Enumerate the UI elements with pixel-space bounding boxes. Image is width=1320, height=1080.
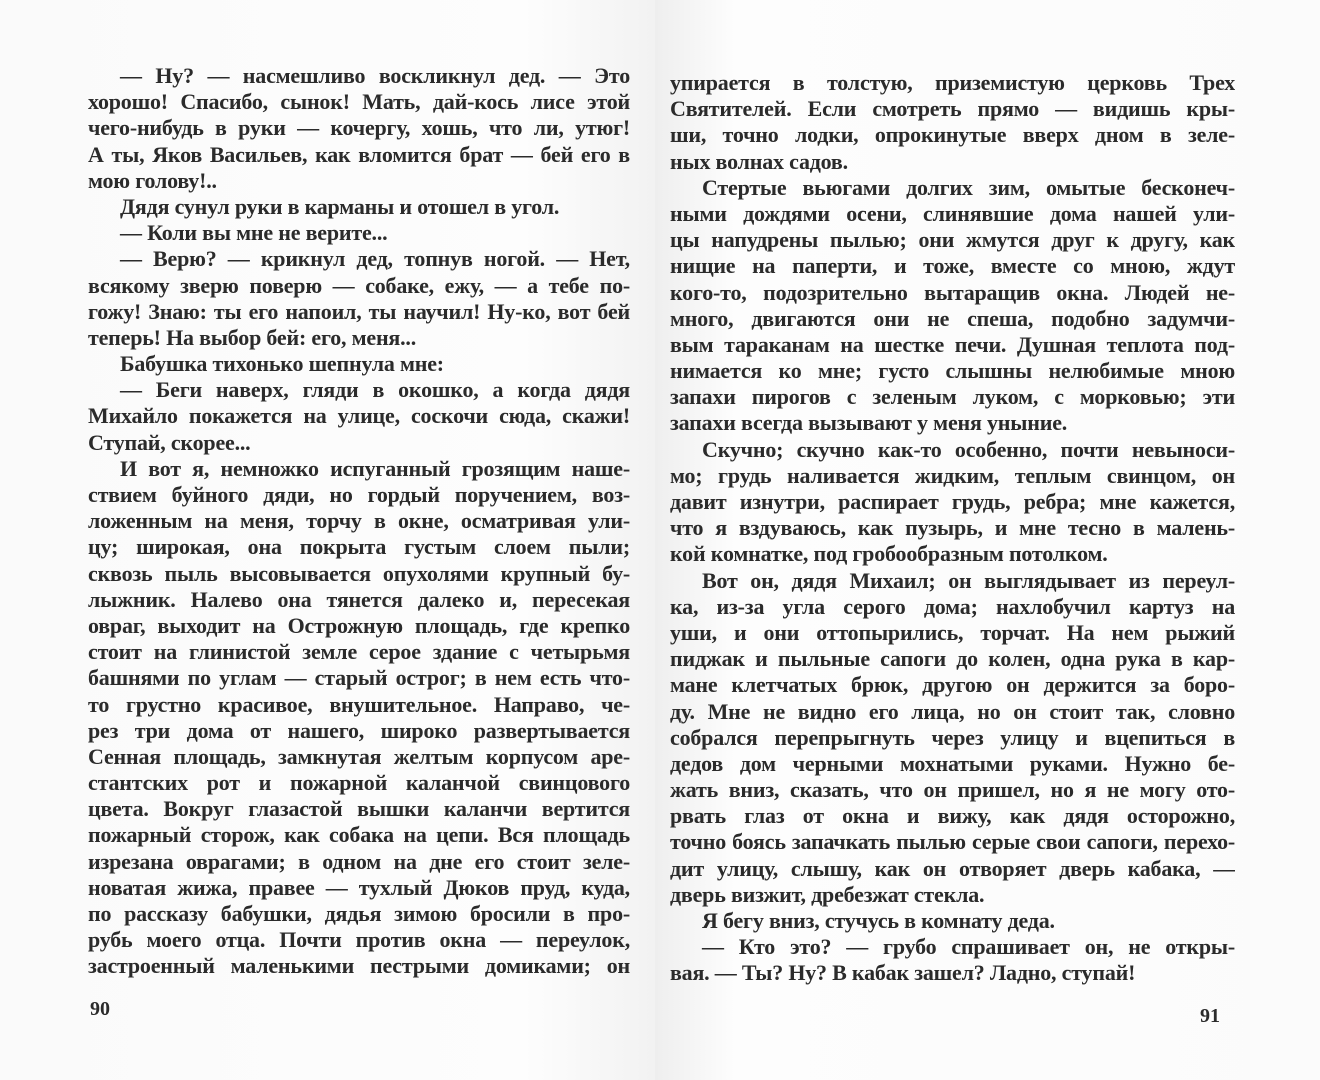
left-page-text: [88, 63, 630, 980]
text-line: пожарный сторож, как собака на цепи. Вся площадь: [88, 822, 630, 848]
text-line: нищие на паперти, и тоже, вместе со мною, ждут: [670, 253, 1235, 279]
text-line: собрался перепрыгнуть через улицу и вцепиться в: [670, 724, 1235, 750]
text-line: Святителей. Если смотреть прямо — видишь кры-: [670, 96, 1235, 122]
text-line: — Верю? — крикнул дед, топнув ногой. — Нет,: [120, 246, 630, 272]
text-line: рвать глаз от окна и вижу, как дядя осторожно,: [670, 803, 1235, 829]
text-line: новатая жижа, правее — тухлый Дюков пруд, куда,: [88, 874, 630, 900]
text-line: изрезана оврагами; в одном на дне его стоит зеле-: [88, 848, 630, 874]
text-line: ложенным на меня, торчу в окне, осматривая ули-: [88, 508, 630, 534]
text-line: кой комнатке, под гробообразным потолком.: [670, 541, 1108, 567]
text-line: хорошо! Спасибо, сынок! Мать, дай-кось лисе этой: [88, 89, 630, 115]
text-line: вая. — Ты? Ну? В кабак зашел? Ладно, ступай!: [670, 960, 1136, 986]
text-line: упирается в толстую, приземистую церковь Трех: [670, 70, 1235, 95]
page-number-right: 91: [1200, 1005, 1220, 1027]
text-line: Сенная площадь, замкнутая желтым корпусом аре-: [88, 743, 630, 769]
text-line: ка, из-за угла серого дома; нахлобучил картуз на: [670, 593, 1235, 619]
text-line: Я бегу вниз, стучусь в комнату деда.: [702, 908, 1055, 933]
text-line: много, двигаются они не спеша, подобно задумчи-: [670, 305, 1235, 331]
text-line: уши, и они оттопырились, торчат. На нем рыжий: [670, 619, 1235, 645]
text-line: Скучно; скучно как-то особенно, почти невыноси-: [702, 436, 1235, 462]
text-line: нимается ко мне; густо слышны нелюбимые мною: [670, 358, 1235, 384]
text-line: гожу! Знаю: ты его напоил, ты научил! Ну-ко, вот бей: [88, 298, 630, 324]
right-page-text: [670, 70, 1235, 987]
text-line: Вот он, дядя Михаил; он выглядывает из переул-: [702, 567, 1235, 593]
text-line: — Кто это? — грубо спрашивает он, не откры-: [702, 934, 1235, 960]
text-line: ду. Мне не видно его лица, но он стоит так, словно: [670, 698, 1235, 724]
left-page: [0, 0, 655, 1080]
text-line: дверь визжит, дребезжат стекла.: [670, 881, 985, 907]
text-line: мою голову!..: [88, 167, 217, 193]
text-line: стоит на глинистой земле серое здание с четырьмя: [88, 639, 630, 665]
text-line: ши, точно лодки, опрокинутые вверх дном в зеле-: [670, 122, 1235, 148]
text-line: запахи всегда вызывают у меня уныние.: [670, 410, 1068, 436]
text-line: ными дождями осени, слинявшие дома нашей ули-: [670, 200, 1235, 226]
text-line: теперь! На выбор бей: его, меня...: [88, 324, 417, 350]
text-line: вым тараканам на шестке печи. Душная теплота под-: [670, 331, 1235, 357]
right-page: [655, 0, 1320, 1080]
text-line: давит изнутри, распирает грудь, ребра; мне кажется,: [670, 489, 1235, 514]
text-line: ствием буйного дяди, но гордый поручением, воз-: [88, 482, 630, 507]
text-line: башнями по углам — старый острог; в нем есть что-: [88, 665, 630, 691]
text-line: цы напудрены пылью; они жмутся друг к другу, как: [670, 227, 1235, 253]
text-line: цу; широкая, она покрыта густым слоем пыли;: [88, 534, 630, 560]
text-line: Ступай, скорее...: [88, 429, 251, 455]
text-line: мане клетчатых брюк, другою он держится за боро-: [670, 672, 1235, 698]
text-line: всякому зверю поверю — собаке, ежу, — а тебе по-: [88, 272, 630, 298]
text-line: пиджак и пыльные сапоги до колен, одна рука в кар-: [670, 646, 1235, 672]
text-line: застроенный маленькими пестрыми домиками; он: [88, 953, 630, 979]
text-line: то грустно красивое, внушительное. Направо, че-: [88, 691, 630, 717]
text-line: И вот я, немножко испуганный грозящим наше-: [120, 455, 630, 481]
text-line: точно боясь запачкать пылью серые свои сапоги, перехо-: [670, 829, 1235, 855]
text-line: жать вниз, сказать, что он пришел, но я не могу ото-: [670, 777, 1235, 803]
text-line: дит улицу, слышу, как он отворяет дверь кабака, —: [670, 855, 1235, 881]
text-line: по рассказу бабушки, дядья зимою бросили в про-: [88, 901, 630, 926]
text-line: сквозь пыль высовывается опухолями крупный бу-: [88, 560, 630, 586]
text-line: — Коли вы мне не верите...: [120, 220, 388, 246]
text-line: А ты, Яков Васильев, как вломится брат — бей его в: [88, 141, 630, 167]
text-line: ных волнах садов.: [670, 148, 848, 174]
text-line: рубь моего отца. Почти против окна — переулок,: [88, 927, 630, 953]
text-line: — Ну? — насмешливо воскликнул дед. — Это: [120, 63, 630, 88]
text-line: стантских рот и пожарной каланчой свинцового: [88, 770, 630, 796]
text-line: Бабушка тихонько шепнула мне:: [120, 351, 444, 377]
text-line: овраг, выходит на Острожную площадь, где крепко: [88, 612, 630, 638]
text-line: Михайло покажется на улице, соскочи сюда, скажи!: [88, 403, 630, 429]
text-line: запахи пирогов с зеленым луком, с морковью; эти: [670, 384, 1235, 410]
text-line: рез три дома от нашего, широко развертывается: [88, 717, 630, 743]
text-line: лыжник. Налево она тянется далеко и, пересекая: [88, 586, 630, 612]
text-line: цвета. Вокруг глазастой вышки каланчи вертится: [88, 796, 630, 822]
text-line: Дядя сунул руки в карманы и отошел в угол.: [120, 193, 560, 219]
text-line: — Беги наверх, гляди в окошко, а когда дядя: [120, 377, 630, 403]
text-line: что я вздуваюсь, как пузырь, и мне тесно в малень-: [670, 515, 1235, 541]
text-line: кого-то, подозрительно вытаращив окна. Людей не-: [670, 279, 1235, 305]
text-line: Стертые вьюгами долгих зим, омытые бесконеч-: [702, 174, 1235, 200]
page-number-left: 90: [90, 998, 110, 1020]
text-line: чего-нибудь в руки — кочергу, хошь, что ли, утюг!: [88, 115, 630, 141]
text-line: дедов дом черными мохнатыми руками. Нужно бе-: [670, 750, 1235, 776]
text-line: мо; грудь наливается жидким, теплым свинцом, он: [670, 462, 1235, 488]
